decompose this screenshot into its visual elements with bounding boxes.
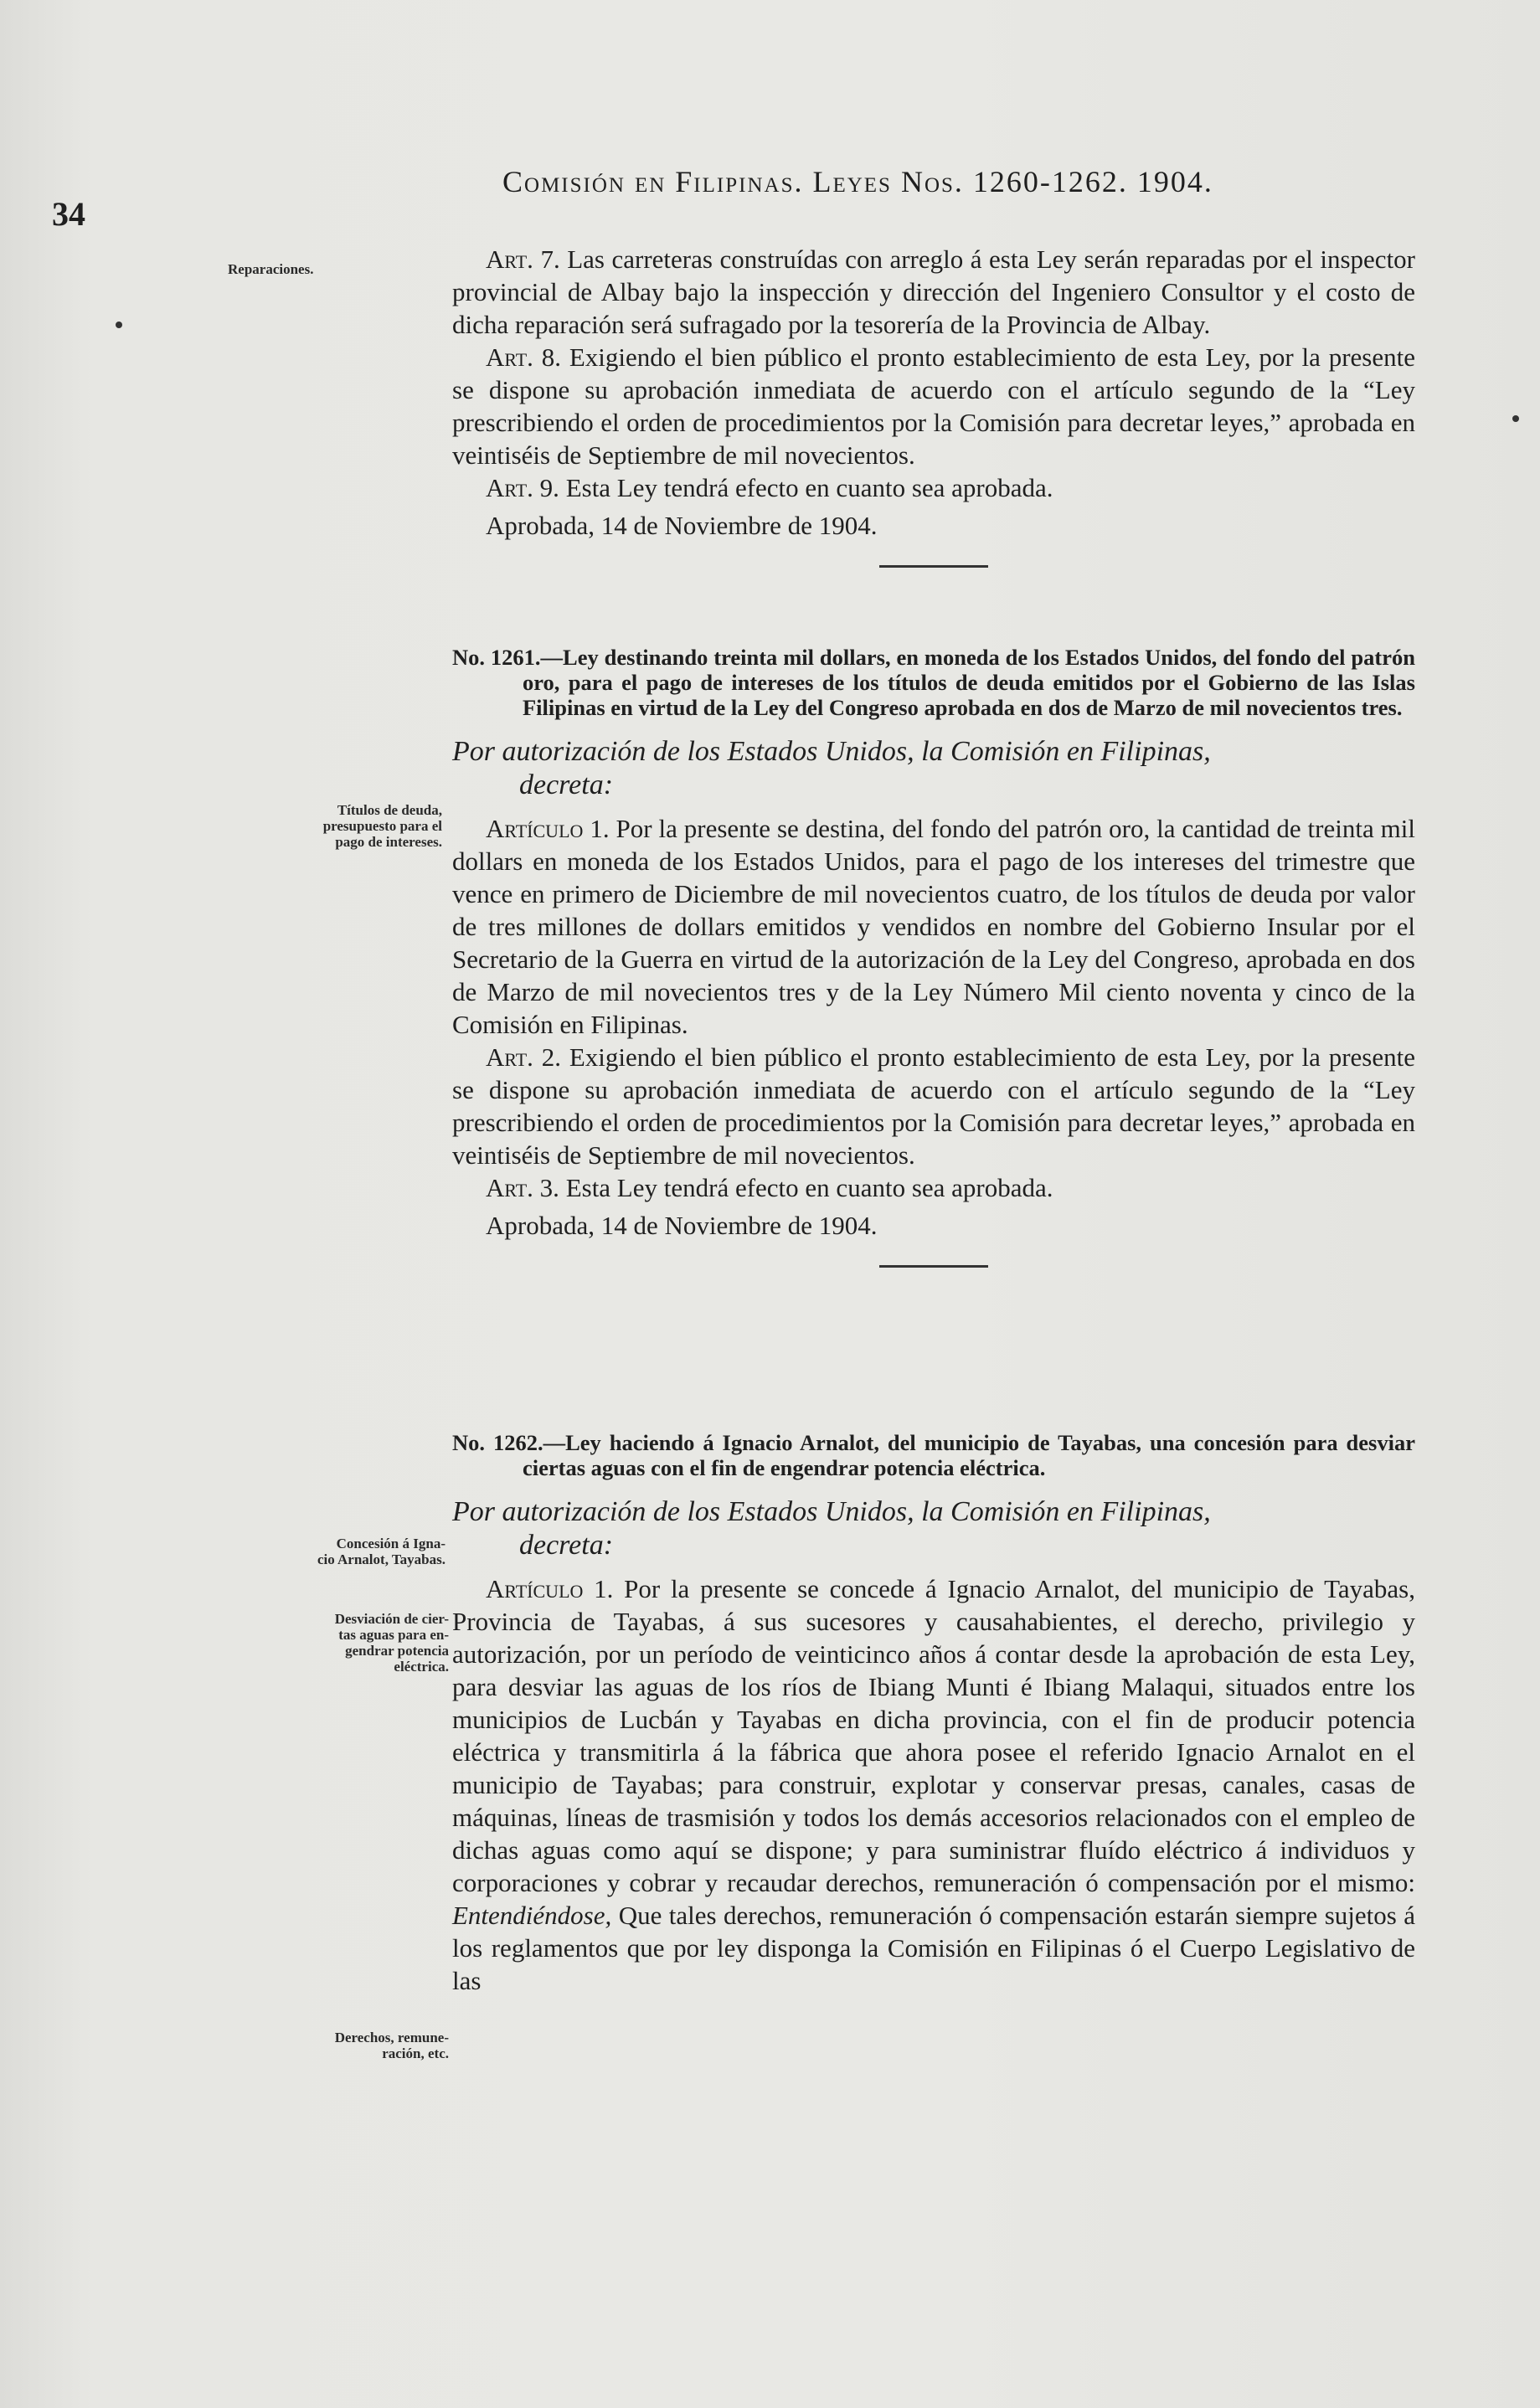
article-text: Esta Ley tendrá efecto en cuanto sea aprobada. (565, 473, 1053, 502)
article-1 (452, 812, 1415, 1041)
approval-date: Aprobada, 14 de Noviembre de 1904. (486, 511, 878, 540)
article-text: Exigiendo el bien público el pronto establecimiento de esta Ley, por la presente se dispone su aprobación inmediata de acuerdo con el artículo segundo de la “Ley prescribiendo el orden de procedimientos por la Comisión para decretar leyes,” aprobada en veintiséis de Septiembre de mil novecientos. (452, 342, 1416, 470)
margin-note-titulos (198, 802, 442, 850)
article-9 (452, 471, 1415, 504)
proviso-word: Entendiéndose, (452, 1901, 612, 1930)
article-label: Art. 2. (486, 1042, 561, 1072)
article-3 (452, 1171, 1415, 1204)
margin-note-line: presupuesto para el (322, 818, 442, 834)
section-divider (879, 1265, 988, 1268)
margin-note-concesion (198, 1536, 446, 1567)
article-text: Las carreteras construídas con arreglo á esta Ley serán reparadas por el inspector provincial de Albay bajo la inspección y dirección del Ingeniero Consultor y el costo de dicha reparación será sufragado por la tesorería de la Provincia de Albay. (452, 244, 1415, 339)
article-label: Art. 9. (486, 473, 559, 502)
margin-note-line: Desviación de cier- (334, 1611, 449, 1627)
section-divider (879, 565, 988, 568)
article-1 (452, 1572, 1415, 1997)
act-title-text: —Ley haciendo á Ignacio Arnalot, del municipio de Tayabas, una concesión para desviar ciertas aguas con el fin de engendrar potencia eléctrica. (523, 1430, 1415, 1480)
scan-speck (116, 322, 122, 328)
act-1261 (452, 645, 1415, 1293)
decreta-text: decreta: (519, 1530, 614, 1561)
enacting-text: Por autorización de los Estados Unidos, la Comisión en Filipinas, (452, 1496, 1211, 1527)
act-number: No. 1261. (452, 645, 541, 670)
article-8 (452, 341, 1415, 471)
article-text: Por la presente se destina, del fondo del patrón oro, la cantidad de treinta mil dollars en moneda de los Estados Unidos, para el pago de los intereses del trimestre que vence en primero de Diciembre de mil novecientos cuatro, de los títulos de deuda por valor de tres millones de dollars emitidos y vendidos en nombre del Gobierno Insular por el Secretario de la Guerra en virtud de la autorización de la Ley del Congreso, aprobada en dos de Marzo de mil novecientos tres y de la Ley Número Mil ciento noventa y cinco de la Comisión en Filipinas. (452, 814, 1415, 1039)
margin-note-line: Títulos de deuda, (337, 802, 442, 818)
margin-note-line: eléctrica. (394, 1659, 449, 1675)
article-label: Art. 3. (486, 1173, 559, 1202)
article-text: Por la presente se concede á Ignacio Arnalot, del municipio de Tayabas, Provincia de Tayabas, á sus sucesores y causahabientes, el derecho, privilegio y autorización, por un período de veinticinco años á contar desde la aprobación de esta Ley, para desviar las aguas de los ríos de Ibiang Munti é Ibiang Malaqui, situados entre los municipios de Lucbán y Tayabas en dicha provincia, con el fin de producir potencia eléctrica y transmitirla á la fábrica que ahora posee el referido Ignacio Arnalot en el municipio de Tayabas; para construir, explotar y conservar presas, canales, casas de máquinas, líneas de trasmisión y todos los demás accesorios relacionados con el empleo de dichas aguas como aquí se dispone; y para suministrar fluído eléctrico á individuos y corporaciones y cobrar y recaudar derechos, remuneración ó compensación por el mismo: (452, 1574, 1415, 1897)
article-2 (452, 1041, 1415, 1171)
approval-date: Aprobada, 14 de Noviembre de 1904. (486, 1211, 878, 1240)
act-title-text: —Ley destinando treinta mil dollars, en moneda de los Estados Unidos, del fondo del patrón oro, para el pago de intereses de los títulos de deuda emitidos por el Gobierno de las Islas Filipinas en virtud de la Ley del Congreso aprobada en dos de Marzo de mil novecientos tres. (523, 645, 1415, 720)
previous-act-ending (452, 243, 1415, 593)
act-title (452, 1430, 1415, 1480)
enacting-clause (452, 735, 1415, 802)
article-text: Esta Ley tendrá efecto en cuanto sea aprobada. (565, 1173, 1053, 1202)
margin-note-line: ración, etc. (382, 2045, 449, 2061)
margin-note-line: tas aguas para en- (338, 1627, 449, 1643)
page-number: 34 (52, 195, 85, 233)
article-label: Artículo 1. (486, 1574, 614, 1603)
scan-speck (1512, 415, 1519, 422)
act-1262 (452, 1430, 1415, 1997)
margin-note-line: pago de intereses. (335, 834, 442, 850)
act-title (452, 645, 1415, 720)
article-label: Art. 7. (486, 244, 560, 274)
margin-note-line: Derechos, remune- (334, 2030, 449, 2045)
margin-note-desviacion (198, 1611, 449, 1675)
article-text: Exigiendo el bien público el pronto establecimiento de esta Ley, por la presente se dispone su aprobación inmediata de acuerdo con el artículo segundo de la “Ley prescribiendo el orden de procedimientos por la Comisión para decretar leyes,” aprobada en veintiséis de Septiembre de mil novecientos. (452, 1042, 1416, 1170)
decreta-text: decreta: (519, 769, 614, 800)
margin-note-line: Concesión á Igna- (336, 1536, 446, 1551)
margin-note-line: gendrar potencia (345, 1643, 449, 1659)
article-label: Artículo 1. (486, 814, 610, 843)
margin-note-reparaciones: Reparaciones. (228, 261, 314, 277)
enacting-clause (452, 1495, 1415, 1562)
act-number: No. 1262. (452, 1430, 543, 1455)
enacting-text: Por autorización de los Estados Unidos, la Comisión en Filipinas, (452, 736, 1211, 767)
article-7 (452, 243, 1415, 341)
margin-note-line: cio Arnalot, Tayabas. (317, 1551, 446, 1567)
margin-note-derechos (198, 2030, 449, 2061)
article-label: Art. 8. (486, 342, 561, 372)
article-text-tail: Que tales derechos, remuneración ó compensación estarán siempre sujetos á los reglamentos que por ley disponga la Comisión en Filipinas ó el Cuerpo Legislativo de las (452, 1901, 1415, 1995)
running-head: Comisión en Filipinas. Leyes Nos. 1260-1262. 1904. (502, 165, 1213, 198)
